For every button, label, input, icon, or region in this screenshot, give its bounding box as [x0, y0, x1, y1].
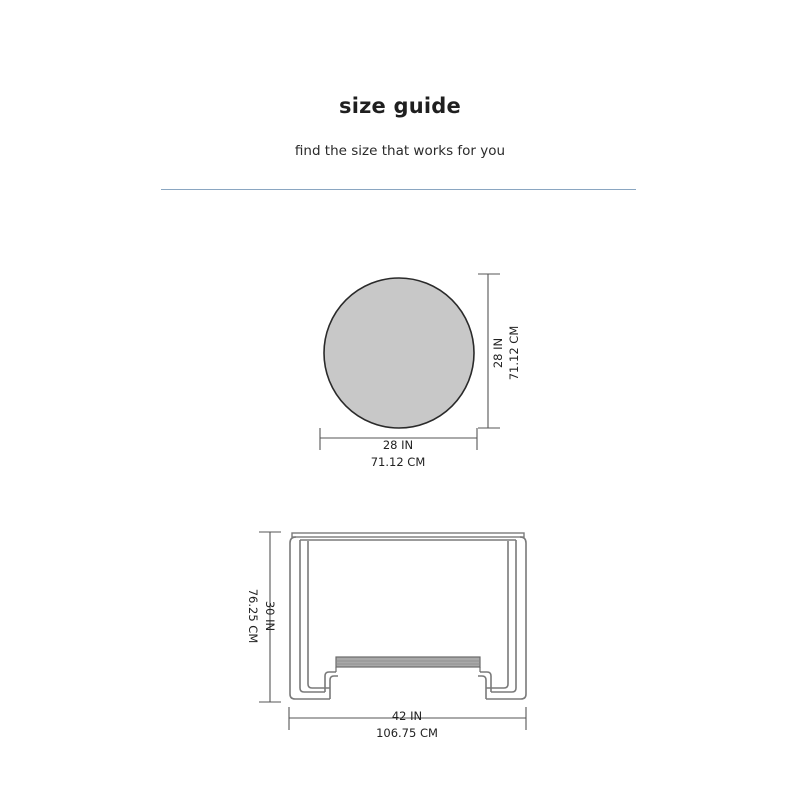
top-width-in-label: 28 IN — [382, 438, 414, 452]
page-subtitle: find the size that works for you — [294, 143, 506, 159]
side-shelf — [336, 657, 480, 672]
tabletop-circle — [324, 278, 474, 428]
top-depth-in-label: 28 IN — [491, 337, 505, 369]
side-length-in-label: 42 IN — [391, 709, 423, 723]
side-height-cm-label: 76.25 CM — [246, 588, 260, 644]
side-tabletop — [292, 533, 524, 537]
side-height-in-label: 30 IN — [263, 600, 277, 632]
side-view — [246, 532, 526, 740]
side-length-cm-label: 106.75 CM — [376, 726, 438, 740]
page-title: size guide — [339, 94, 461, 118]
top-depth-cm-label: 71.12 CM — [507, 325, 521, 381]
top-view — [320, 274, 521, 469]
top-width-cm-label: 71.12 CM — [370, 455, 426, 469]
side-frame — [290, 537, 526, 699]
